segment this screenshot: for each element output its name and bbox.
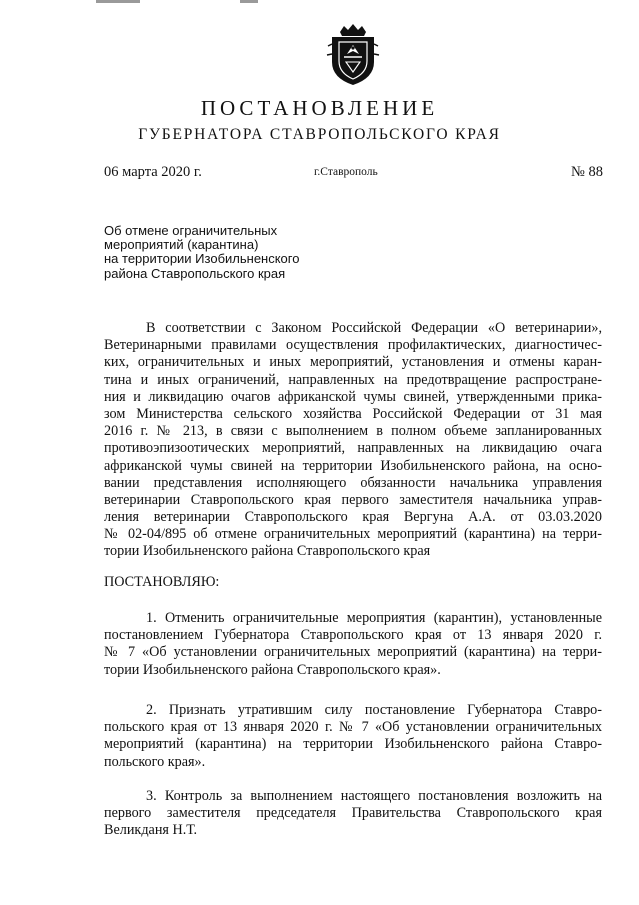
item-line: 2. Признать утратившим силу постановление Губернатора Ставро- xyxy=(146,702,602,718)
preamble-line: африканской чумы свиней на территории Изобильненского района, на осно- xyxy=(104,457,602,474)
heading-line: Об отмене ограничительных xyxy=(104,223,278,238)
preamble-line: ления ветеринарии Ставропольского края Вергуна А.А. от 03.03.2020 xyxy=(104,509,602,526)
item-paragraph-2 xyxy=(104,702,602,771)
preamble-paragraph xyxy=(104,320,602,561)
preamble-line: тории Изобильненского района Ставропольского края xyxy=(104,543,431,560)
preamble-line: вании представления исполняющего обязанности начальника управления xyxy=(104,474,602,491)
preamble-line: противоэпизоотических мероприятий, направленных на ликвидацию очага xyxy=(104,440,602,457)
item-line: тории Изобильненского района Ставропольского края». xyxy=(104,661,441,678)
decree-word: ПОСТАНОВЛЯЮ: xyxy=(104,574,220,590)
item-line: постановлением Губернатора Ставропольского края от 13 января 2020 г. xyxy=(104,627,602,644)
item-paragraph-1 xyxy=(104,610,602,679)
heading-line: мероприятий (карантина) xyxy=(104,237,259,253)
preamble-line: зом Министерства сельского хозяйства Российской Федерации от 31 мая xyxy=(104,405,602,422)
item-line: польского края». xyxy=(104,753,206,770)
item-line: 3. Контроль за выполнением настоящего постановления возложить на xyxy=(146,788,602,804)
item-line: № 7 «Об установлении ограничительных мероприятий (карантина) на терри- xyxy=(104,644,602,661)
item-line: Великданя Н.Т. xyxy=(104,822,198,839)
stavropol-coat-of-arms-icon xyxy=(326,24,380,86)
document-heading xyxy=(104,224,344,281)
document-city: г.Ставрополь xyxy=(314,166,378,178)
document-subtitle: ГУБЕРНАТОРА СТАВРОПОЛЬСКОГО КРАЯ xyxy=(138,126,501,143)
preamble-line: 2016 г. № 213, в связи с выполнением в полном объеме запланированных xyxy=(104,423,602,440)
item-line: польского края от 13 января 2020 г. № 7 «Об установлении ограничительных xyxy=(104,719,602,736)
preamble-line: тина и иных ограничений, направленных на предотвращение распростране- xyxy=(104,371,602,388)
scan-mark xyxy=(240,0,258,3)
preamble-line: ния и ликвидацию очагов африканской чумы свиней, утвержденными прика- xyxy=(104,388,602,405)
document-title: ПОСТАНОВЛЕНИЕ xyxy=(200,96,439,120)
preamble-line: № 02-04/895 об отмене ограничительных мероприятий (карантина) на терри- xyxy=(104,526,602,543)
item-line: 1. Отменить ограничительные мероприятия (карантин), установленные xyxy=(146,610,602,626)
document-date: 06 марта 2020 г. xyxy=(104,164,202,180)
preamble-line: В соответствии с Законом Российской Федерации «О ветеринарии», xyxy=(146,320,602,336)
preamble-line: ветеринарии Ставропольского края первого заместителя начальника управ- xyxy=(104,491,602,508)
item-paragraph-3 xyxy=(104,788,602,840)
item-line: мероприятий (карантина) на территории Изобильненского района Ставро- xyxy=(104,736,602,753)
preamble-line: Ветеринарными правилами осуществления профилактических, диагностичес- xyxy=(104,337,602,354)
preamble-line: ких, ограничительных и иных мероприятий, установления и отмены каран- xyxy=(104,354,602,371)
item-line: первого заместителя председателя Правительства Ставропольского края xyxy=(104,805,602,822)
heading-line: района Ставропольского края xyxy=(104,265,286,281)
document-number: № 88 xyxy=(571,164,603,180)
heading-line: на территории Изобильненского xyxy=(104,251,300,267)
scan-mark xyxy=(96,0,140,3)
